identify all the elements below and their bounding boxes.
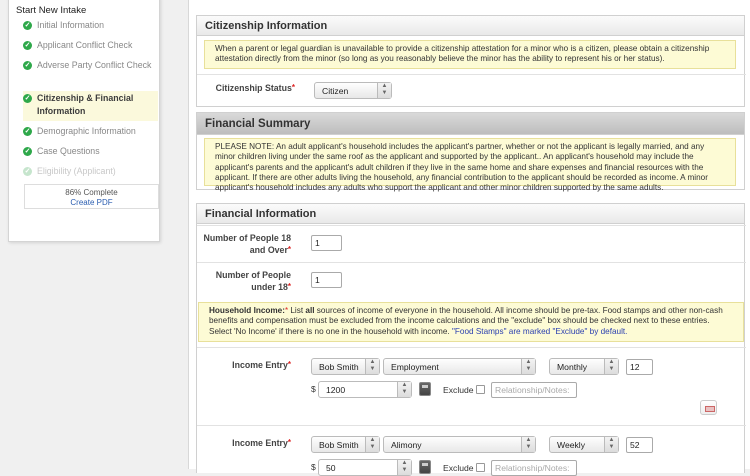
sidebar-item-initial-information[interactable] — [23, 19, 157, 32]
sidebar-item-label: Eligibility (Applicant) — [37, 166, 116, 176]
panel-title: Citizenship Information — [197, 16, 744, 36]
income-entry-row — [197, 347, 746, 425]
delete-entry-icon[interactable] — [700, 400, 717, 415]
sidebar-item-case-questions[interactable] — [23, 145, 157, 158]
currency-symbol: $ — [311, 462, 316, 472]
sidebar-title: Start New Intake — [16, 5, 87, 16]
income-type-select[interactable]: Alimony ▲ ▼ — [383, 436, 536, 453]
citizenship-panel — [196, 15, 745, 107]
select-arrows-icon: ▲ ▼ — [365, 437, 379, 452]
frequency-select[interactable]: Weekly ▲ ▼ — [549, 436, 619, 453]
citizenship-note: When a parent or legal guardian is unavailable to provide a citizenship attestation for a minor who is a citizen, please obtain a citizenship attestation directly from the minor (so long as you reasonably believe the minor has the ability to represent his or her status). — [204, 40, 736, 69]
sidebar-item-label: Case Questions — [37, 146, 100, 156]
panel-title: Financial Summary — [197, 113, 744, 135]
select-arrows-icon: ▲ ▼ — [365, 359, 379, 374]
field-label: Number of People under 18* — [215, 270, 291, 292]
exclude-label: Exclude — [443, 463, 474, 473]
amount-input[interactable]: 1200 ▲ ▼ — [318, 381, 412, 398]
sidebar-item-label: Initial Information — [37, 20, 104, 30]
calculator-icon[interactable] — [419, 460, 431, 474]
person-select[interactable]: Bob Smith ▲ ▼ — [311, 358, 380, 375]
progress-text: 86% Complete — [65, 188, 118, 197]
sidebar-item-label: Adverse Party Conflict Check — [37, 60, 152, 70]
sidebar-item-citizenship-financial[interactable] — [23, 91, 158, 121]
select-arrows-icon: ▲ ▼ — [604, 437, 618, 452]
income-entry-row — [197, 425, 746, 475]
select-arrows-icon: ▲ ▼ — [521, 359, 535, 374]
frequency-count-input[interactable]: 52 — [626, 437, 653, 453]
relationship-notes-input[interactable]: Relationship/Notes: — [491, 382, 577, 398]
check-icon: ✓ — [24, 148, 31, 155]
sidebar-item-applicant-conflict-check[interactable] — [23, 39, 157, 52]
sidebar-item-label: Citizenship & Financial Information — [37, 93, 134, 116]
check-icon: ✓ — [24, 22, 31, 29]
select-arrows-icon: ▲ ▼ — [377, 83, 391, 98]
field-label: Citizenship Status* — [215, 83, 295, 93]
panel-title: Financial Information — [197, 204, 744, 224]
sidebar-item-eligibility — [23, 165, 157, 178]
currency-symbol: $ — [311, 384, 316, 394]
select-arrows-icon: ▲ ▼ — [397, 460, 411, 475]
check-icon: ✓ — [24, 168, 31, 175]
check-icon: ✓ — [24, 42, 31, 49]
citizenship-status-select[interactable]: Citizen ▲ ▼ — [314, 82, 392, 99]
people-under-18-input[interactable]: 1 — [311, 272, 342, 288]
exclude-checkbox[interactable] — [476, 385, 485, 394]
household-income-note: Household Income:* List all sources of income of everyone in the household. All income should be pre-tax. Food stamps and other non-cash benefits and compensation must be excluded from the income calculations and the "exclude" box should be checked next to these entries. Select 'No Income' if there is no one in the household with income. "Food Stamps" are marked "Exclude" by default. — [198, 302, 744, 342]
financial-summary-panel — [196, 112, 745, 193]
frequency-select[interactable]: Monthly ▲ ▼ — [549, 358, 619, 375]
food-stamps-link[interactable]: "Food Stamps" are marked "Exclude" by default. — [451, 326, 628, 336]
citizenship-status-row — [197, 74, 746, 107]
sidebar-item-label: Applicant Conflict Check — [37, 40, 133, 50]
create-pdf-link[interactable]: Create PDF — [70, 198, 113, 207]
check-icon: ✓ — [24, 95, 31, 102]
field-label: Income Entry* — [232, 360, 291, 370]
amount-input[interactable]: 50 ▲ ▼ — [318, 459, 412, 476]
sidebar-item-adverse-party-conflict-check[interactable] — [23, 59, 157, 72]
relationship-notes-input[interactable]: Relationship/Notes: — [491, 460, 577, 476]
people-under-18-row — [197, 262, 746, 299]
exclude-label: Exclude — [443, 385, 474, 395]
person-select[interactable]: Bob Smith ▲ ▼ — [311, 436, 380, 453]
progress-box — [24, 184, 159, 209]
check-icon: ✓ — [24, 128, 31, 135]
check-icon: ✓ — [24, 62, 31, 69]
exclude-checkbox[interactable] — [476, 463, 485, 472]
select-arrows-icon: ▲ ▼ — [604, 359, 618, 374]
intake-sidebar — [8, 0, 160, 242]
field-label: Number of People 18 and Over* — [203, 233, 291, 255]
people-18-over-input[interactable]: 1 — [311, 235, 342, 251]
frequency-count-input[interactable]: 12 — [626, 359, 653, 375]
select-arrows-icon: ▲ ▼ — [397, 382, 411, 397]
financial-summary-note: PLEASE NOTE: An adult applicant's household includes the applicant's partner, whether or not the applicant is legally married, and any minor children living under the same roof as the applicant and supported by the applicant.. An applicant's household may include the applicant's parents and the applicant's adult children if they live in the same home and share expenses and financial resources with the applicant. If there are other adults living the household, any financial contribution to the applicant should be recorded as income. A minor applicant's household includes any adults who support the applicant and other minor children supported by the same adults. — [204, 138, 736, 186]
main-content — [188, 0, 750, 473]
financial-information-panel — [196, 203, 745, 473]
sidebar-item-label: Demographic Information — [37, 126, 136, 136]
select-arrows-icon: ▲ ▼ — [521, 437, 535, 452]
calculator-icon[interactable] — [419, 382, 431, 396]
people-18-over-row — [197, 225, 746, 262]
income-type-select[interactable]: Employment ▲ ▼ — [383, 358, 536, 375]
sidebar-item-demographic-information[interactable] — [23, 125, 157, 138]
field-label: Income Entry* — [232, 438, 291, 448]
